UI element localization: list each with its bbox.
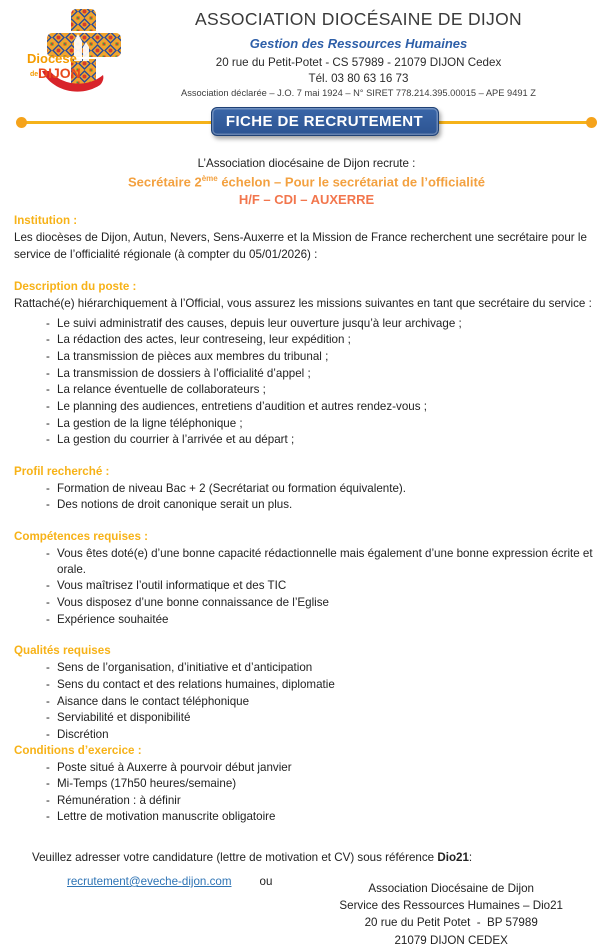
postal-address-line: Association Diocésaine de Dijon <box>368 882 534 896</box>
org-legal-line: Association déclarée – J.O. 7 mai 1924 – N° SIRET 778.214.395.00015 – APE 9491 Z <box>181 88 536 98</box>
bullet-item: - La gestion du courrier à l’arrivée et au départ ; <box>14 432 599 448</box>
apply-instructions <box>32 851 599 864</box>
org-address: 20 rue du Petit-Potet - CS 57989 - 21079 DIJON Cedex <box>215 56 502 69</box>
dept-subtitle: Gestion des Ressources Humaines <box>249 36 468 51</box>
bullet-item: - Serviabilité et disponibilité <box>14 710 599 726</box>
intro-block <box>0 157 613 207</box>
banner-title: FICHE DE RECRUTEMENT <box>211 107 439 136</box>
bullet-item: - Le suivi administratif des causes, depuis leur ouverture jusqu’à leur archivage ; <box>14 316 599 332</box>
letterhead-text <box>112 0 605 98</box>
application-footer <box>14 851 599 949</box>
logo-text-de: de <box>30 71 39 78</box>
bullet-item: - Sens de l’organisation, d’initiative et d’anticipation <box>14 660 599 676</box>
logo-text-dijon: DIJON <box>38 65 81 81</box>
bullet-item: - Poste situé à Auxerre à pourvoir début janvier <box>14 760 599 776</box>
bullet-item: - Vous êtes doté(e) d’une bonne capacité rédactionnelle mais également d’une bonne expression écrite et orale. <box>14 546 599 577</box>
section-institution <box>14 214 599 263</box>
section-heading: Conditions d’exercice : <box>14 743 142 757</box>
bullet-list <box>14 316 599 448</box>
section-conditions-exercice <box>14 744 599 826</box>
section-heading: Profil recherché : <box>14 464 110 478</box>
postal-address-line: Service des Ressources Humaines – Dio21 <box>339 899 563 913</box>
bullet-list <box>14 481 599 513</box>
bullet-item: - Vous disposez d’une bonne connaissance de l’Eglise <box>14 595 599 611</box>
bullet-item: - Aisance dans le contact téléphonique <box>14 694 599 710</box>
job-title-superscript: ème <box>201 174 218 183</box>
org-phone: Tél. 03 80 63 16 73 <box>308 72 409 85</box>
bullet-item: - Lettre de motivation manuscrite obligatoire <box>14 809 599 825</box>
bullet-item: - Discrétion <box>14 727 599 743</box>
section-competences-requises <box>14 530 599 627</box>
bullet-item: - Expérience souhaitée <box>14 612 599 628</box>
org-title: ASSOCIATION DIOCÉSAINE DE DIJON <box>195 9 522 29</box>
banner-dot-left-icon <box>16 117 27 128</box>
bullet-item: - Le planning des audiences, entretiens d’audition et autres rendez-vous ; <box>14 399 599 415</box>
section-paragraph: Les diocèses de Dijon, Autun, Nevers, Sens-Auxerre et la Mission de France recherchent une secrétaire pour le service de l’officialité régionale (à compter du 05/01/2026) : <box>14 231 587 261</box>
diocese-dijon-logo-icon <box>26 5 130 101</box>
section-heading: Institution : <box>14 214 78 228</box>
job-subtitle: H/F – CDI – AUXERRE <box>238 192 375 208</box>
bullet-item: - Sens du contact et des relations humaines, diplomatie <box>14 677 599 693</box>
bullet-item: - Mi-Temps (17h50 heures/semaine) <box>14 776 599 792</box>
section-paragraph: Rattaché(e) hiérarchiquement à l’Official, vous assurez les missions suivantes en tant que secrétaire du service : <box>14 297 592 311</box>
title-banner <box>0 105 613 147</box>
or-label: ou <box>259 875 273 889</box>
job-title <box>0 174 613 189</box>
logo-text-diocese: Diocèse <box>27 51 77 66</box>
bullet-item: - La relance éventuelle de collaborateurs ; <box>14 382 599 398</box>
job-title-suffix: échelon – Pour le secrétariat de l’officialité <box>217 174 486 190</box>
bullet-item: - La gestion de la ligne téléphonique ; <box>14 416 599 432</box>
bullet-list <box>14 660 599 742</box>
bullet-item: - La transmission de pièces aux membres du tribunal ; <box>14 349 599 365</box>
section-heading: Qualités requises <box>14 644 111 658</box>
section-qualites-requises <box>14 644 599 742</box>
apply-reference: Dio21 <box>437 851 469 865</box>
postal-address-block <box>339 875 563 949</box>
job-description-content <box>14 214 599 825</box>
section-profil-recherche <box>14 465 599 513</box>
section-heading: Description du poste : <box>14 280 137 294</box>
bullet-item: - La transmission de dossiers à l’officialité d’appel ; <box>14 366 599 382</box>
banner-dot-right-icon <box>586 117 597 128</box>
apply-colon: : <box>468 851 473 865</box>
bullet-item: - Formation de niveau Bac + 2 (Secrétariat ou formation équivalente). <box>14 481 599 497</box>
bullet-item: - Rémunération : à définir <box>14 793 599 809</box>
apply-text: Veuillez adresser votre candidature (lettre de motivation et CV) sous référence <box>32 851 438 865</box>
bullet-list <box>14 546 599 627</box>
section-heading: Compétences requises : <box>14 530 149 544</box>
bullet-list <box>14 760 599 826</box>
recruitment-email-link[interactable]: recrutement@eveche-dijon.com <box>67 875 232 889</box>
postal-address-line: 21079 DIJON CEDEX <box>394 933 508 947</box>
postal-address-line: 20 rue du Petit Potet - BP 57989 <box>364 916 538 930</box>
section-description-du-poste <box>14 280 599 448</box>
job-title-prefix: Secrétaire 2 <box>127 174 202 190</box>
letterhead <box>0 0 613 102</box>
apply-contacts-row <box>14 875 599 949</box>
recruits-line: L’Association diocésaine de Dijon recrute : <box>197 157 416 170</box>
bullet-item: - La rédaction des actes, leur contreseing, leur expédition ; <box>14 332 599 348</box>
bullet-item: - Vous maîtrisez l’outil informatique et des TIC <box>14 578 599 594</box>
bullet-item: - Des notions de droit canonique serait un plus. <box>14 497 599 513</box>
